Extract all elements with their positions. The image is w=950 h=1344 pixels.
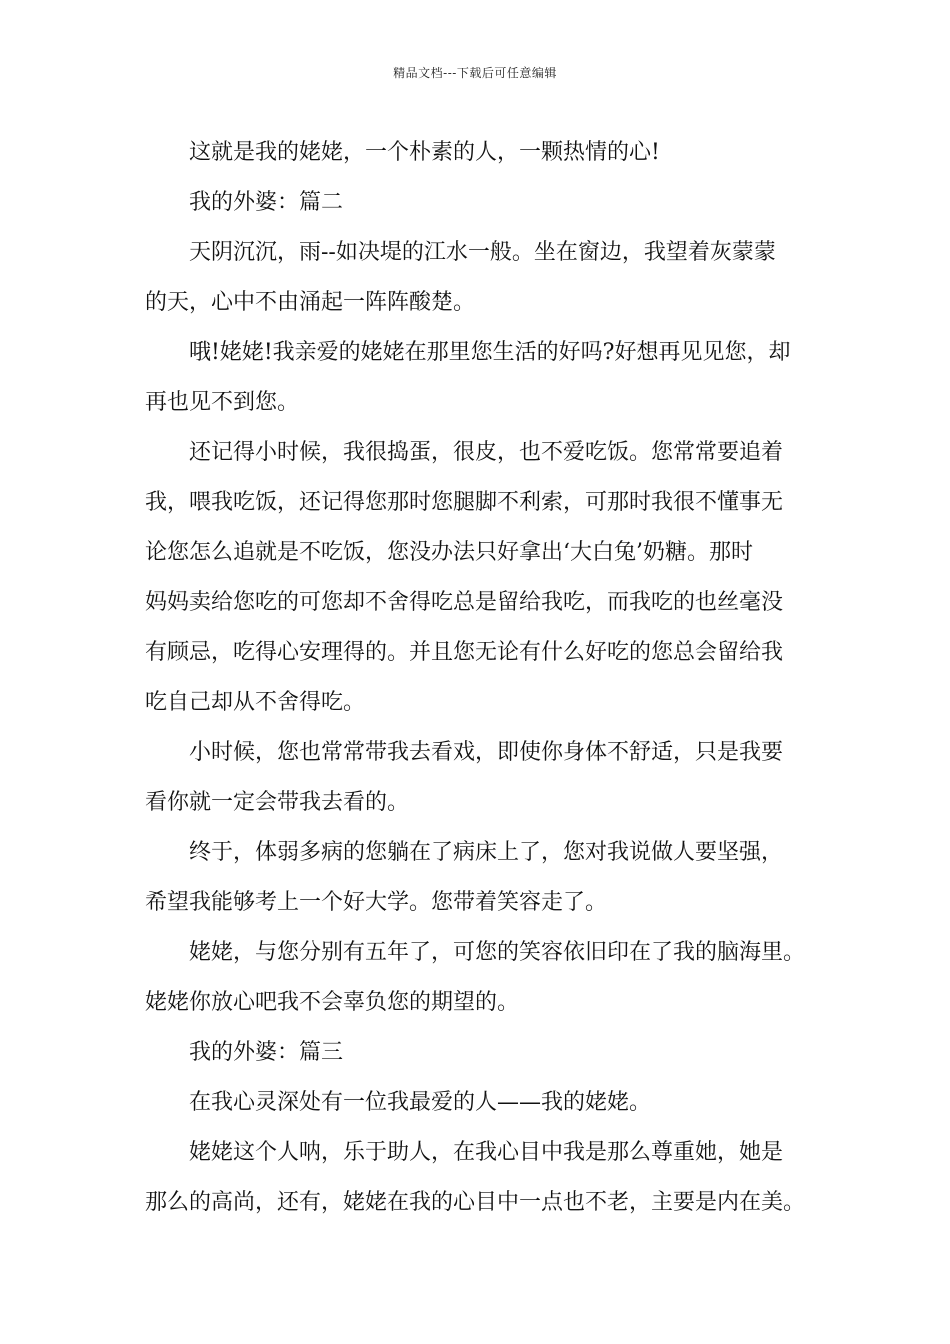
text-line: 在我心灵深处有一位我最爱的人——我的姥姥。 — [189, 1090, 652, 1115]
text-line: 妈妈卖给您吃的可您却不舍得吃总是留给我吃，而我吃的也丝毫没 — [145, 590, 784, 615]
text-line: 哦!姥姥!我亲爱的姥姥在那里您生活的好吗?好想再见见您，却 — [189, 340, 791, 365]
text-line: 小时候，您也常常带我去看戏，即使你身体不舒适，只是我要 — [189, 740, 784, 765]
text-line: 终于，体弱多病的您躺在了病床上了，您对我说做人要坚强， — [189, 840, 784, 865]
text-line: 论您怎么追就是不吃饭，您没办法只好拿出‘大白兔’奶糖。那时 — [145, 540, 753, 565]
text-line: 看你就一定会带我去看的。 — [145, 790, 410, 815]
text-line: 姥姥这个人呐，乐于助人，在我心目中我是那么尊重她，她是 — [189, 1140, 784, 1165]
page-header: 精品文档---下载后可任意编辑 — [393, 66, 557, 80]
text-line: 我，喂我吃饭，还记得您那时您腿脚不利索，可那时我很不懂事无 — [145, 490, 784, 515]
text-line: 有顾忌，吃得心安理得的。并且您无论有什么好吃的您总会留给我 — [145, 640, 784, 665]
section-heading: 我的外婆：篇二 — [189, 190, 344, 215]
section-heading: 我的外婆：篇三 — [189, 1040, 344, 1065]
text-line: 这就是我的姥姥，一个朴素的人，一颗热情的心! — [189, 140, 660, 165]
text-line: 姥姥你放心吧我不会辜负您的期望的。 — [145, 990, 520, 1015]
text-line: 姥姥，与您分别有五年了，可您的笑容依旧印在了我的脑海里。 — [189, 940, 806, 965]
text-line: 天阴沉沉，雨--如决堤的江水一般。坐在窗边，我望着灰蒙蒙 — [189, 240, 776, 265]
text-line: 还记得小时候，我很捣蛋，很皮，也不爱吃饭。您常常要追着 — [189, 440, 784, 465]
text-line: 吃自己却从不舍得吃。 — [145, 690, 366, 715]
document-body — [145, 128, 813, 1228]
text-line: 希望我能够考上一个好大学。您带着笑容走了。 — [145, 890, 608, 915]
text-line: 那么的高尚，还有，姥姥在我的心目中一点也不老，主要是内在美。 — [145, 1190, 806, 1215]
text-line: 再也见不到您。 — [145, 390, 300, 415]
text-line: 的天，心中不由涌起一阵阵酸楚。 — [145, 290, 476, 315]
